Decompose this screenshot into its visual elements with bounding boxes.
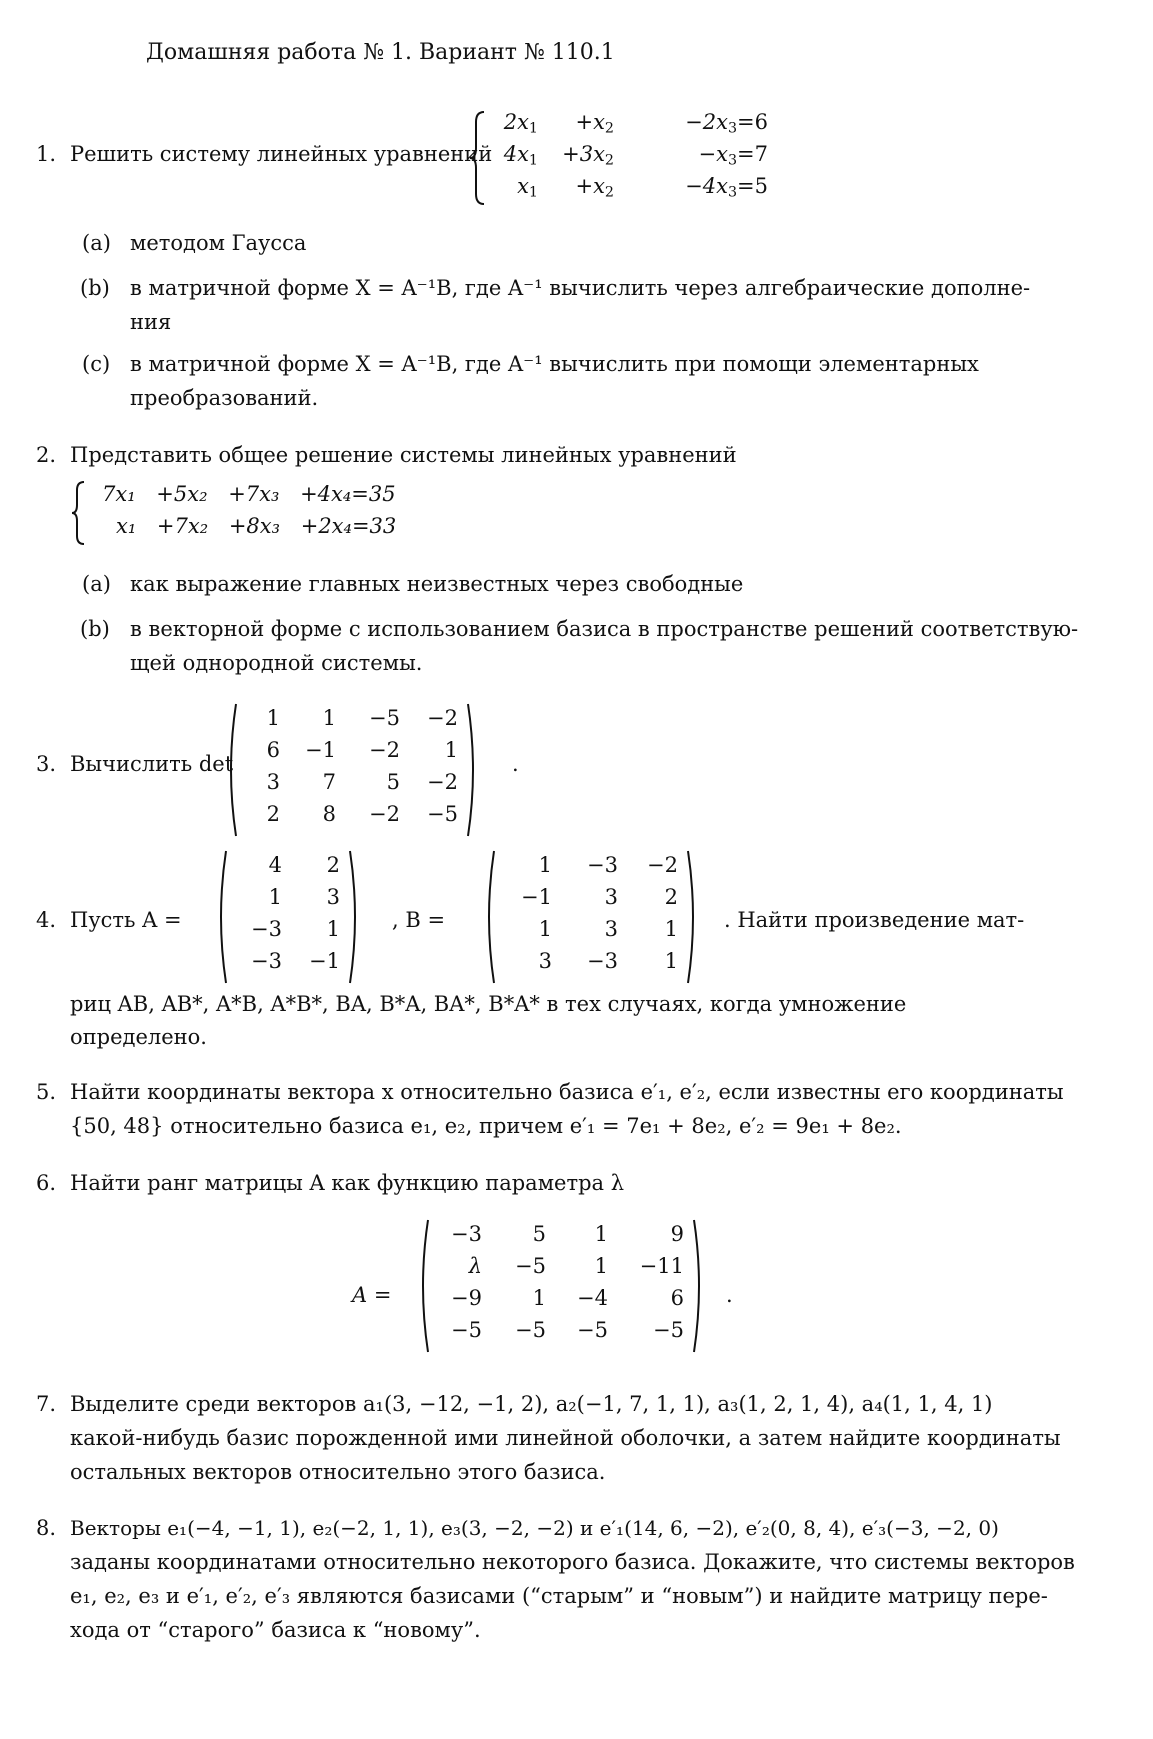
matrix-a-left-paren bbox=[214, 849, 228, 985]
system-1-term: $4x_1$ bbox=[503, 142, 538, 169]
det-matrix-cell: 8 bbox=[322, 802, 336, 826]
rank-matrix-cell: 1 bbox=[594, 1254, 608, 1278]
problem-8-line-4: хода от “старого” базиса к “новому”. bbox=[70, 1618, 481, 1642]
problem-7-line-3: остальных векторов относительно этого базиса. bbox=[70, 1460, 606, 1484]
matrix-b-cell: 1 bbox=[664, 917, 678, 941]
problem-8-line-3: e₁, e₂, e₃ и e′₁, e′₂, e′₃ являются базисами (“старым” и “новым”) и найдите матрицу пере- bbox=[70, 1584, 1048, 1608]
rank-matrix-cell: 5 bbox=[532, 1222, 546, 1246]
det-matrix-cell: 1 bbox=[322, 706, 336, 730]
matrix-a-cell: 1 bbox=[326, 917, 340, 941]
problem-5-number: 5. bbox=[36, 1080, 57, 1104]
matrix-a-cell: 3 bbox=[326, 885, 340, 909]
det-matrix-cell: −1 bbox=[305, 738, 336, 762]
problem-4-text: Пусть A = bbox=[70, 908, 182, 932]
problem-4-line-2: риц AB, AB*, A*B, A*B*, BA, B*A, BA*, B*A* в тех случаях, когда умножение bbox=[70, 992, 907, 1016]
system-2-row-2: x₁ +7x₂ +8x₃ +2x₄=33 bbox=[116, 514, 397, 538]
problem-8-number: 8. bbox=[36, 1516, 57, 1540]
matrix-b-cell: −3 bbox=[587, 853, 618, 877]
system-1-term: $2x_1$ bbox=[503, 110, 538, 137]
problem-5-line-2: {50, 48} относительно базиса e₁, e₂, причем e′₁ = 7e₁ + 8e₂, e′₂ = 9e₁ + 8e₂. bbox=[70, 1114, 902, 1138]
matrix-b-cell: −2 bbox=[647, 853, 678, 877]
problem-1c-text-2: преобразований. bbox=[130, 386, 319, 410]
rank-matrix-cell: −4 bbox=[577, 1286, 608, 1310]
rank-matrix-cell: −5 bbox=[515, 1254, 546, 1278]
rank-matrix-cell: 6 bbox=[670, 1286, 684, 1310]
problem-5-line-1: Найти координаты вектора x относительно базиса e′₁, e′₂, если известны его координаты bbox=[70, 1080, 1064, 1104]
det-matrix-cell: −5 bbox=[427, 802, 458, 826]
rank-matrix-cell: −3 bbox=[451, 1222, 482, 1246]
det-matrix-cell: 2 bbox=[266, 802, 280, 826]
rank-matrix-cell: −5 bbox=[653, 1318, 684, 1342]
det-matrix-cell: 6 bbox=[266, 738, 280, 762]
problem-4-after: . Найти произведение мат- bbox=[724, 908, 1025, 932]
matrix-a-cell: 4 bbox=[268, 853, 282, 877]
problem-7-line-1: Выделите среди векторов a₁(3, −12, −1, 2), a₂(−1, 7, 1, 1), a₃(1, 2, 1, 4), a₄(1, 1, 4, 1) bbox=[70, 1392, 993, 1416]
det-matrix-cell: −2 bbox=[369, 738, 400, 762]
matrix-b-left-paren bbox=[482, 849, 496, 985]
matrix-a-cell: −3 bbox=[251, 949, 282, 973]
system-1-term: $+3x_2$ bbox=[562, 142, 614, 169]
rank-matrix-right-paren bbox=[692, 1218, 706, 1354]
matrix-a-cell: −3 bbox=[251, 917, 282, 941]
det-matrix-cell: 1 bbox=[444, 738, 458, 762]
matrix-a-right-paren bbox=[348, 849, 362, 985]
problem-1-number: 1. bbox=[36, 142, 57, 166]
rank-matrix-cell: 9 bbox=[670, 1222, 684, 1246]
det-matrix-cell: 3 bbox=[266, 770, 280, 794]
matrix-a-cell: −1 bbox=[309, 949, 340, 973]
problem-1b-text: в матричной форме X = A⁻¹B, где A⁻¹ вычислить через алгебраические дополне- bbox=[130, 276, 1031, 300]
matrix-b-cell: 1 bbox=[664, 949, 678, 973]
rank-matrix-cell: −5 bbox=[451, 1318, 482, 1342]
system-1-term: $-2x_3=6$ bbox=[685, 110, 768, 137]
rank-matrix-cell: 1 bbox=[594, 1222, 608, 1246]
det-matrix-cell: −5 bbox=[369, 706, 400, 730]
det-matrix-cell: −2 bbox=[427, 770, 458, 794]
matrix-b-cell: 3 bbox=[604, 885, 618, 909]
problem-1b-label: (b) bbox=[80, 276, 110, 300]
problem-2b-label: (b) bbox=[80, 617, 110, 641]
det-matrix-right-paren bbox=[466, 702, 480, 838]
rank-matrix-cell: −5 bbox=[515, 1318, 546, 1342]
problem-2b-text: в векторной форме с использованием базиса в пространстве решений соответствую- bbox=[130, 617, 1079, 641]
det-matrix-cell: 1 bbox=[266, 706, 280, 730]
problem-4-number: 4. bbox=[36, 908, 57, 932]
matrix-a-cell: 2 bbox=[326, 853, 340, 877]
problem-3-number: 3. bbox=[36, 752, 57, 776]
problem-1-text: Решить систему линейных уравнений bbox=[70, 142, 493, 166]
matrix-b-cell: 3 bbox=[538, 949, 552, 973]
problem-1b-text-2: ния bbox=[130, 310, 172, 334]
problem-6-text: Найти ранг матрицы A как функцию параметра λ bbox=[70, 1171, 625, 1195]
problem-6-number: 6. bbox=[36, 1171, 57, 1195]
matrix-a-cell: 1 bbox=[268, 885, 282, 909]
problem-1c-label: (c) bbox=[82, 352, 111, 376]
system-2-brace bbox=[70, 480, 88, 546]
rank-matrix-left-paren bbox=[416, 1218, 430, 1354]
problem-2-text: Представить общее решение системы линейных уравнений bbox=[70, 443, 737, 467]
rank-matrix-cell: −5 bbox=[577, 1318, 608, 1342]
problem-2b-text-2: щей однородной системы. bbox=[130, 651, 423, 675]
problem-3-text: Вычислить det bbox=[70, 752, 234, 776]
problem-2a-text: как выражение главных неизвестных через свободные bbox=[130, 572, 744, 596]
system-1-term: $+x_2$ bbox=[575, 174, 614, 201]
problem-1a-label: (a) bbox=[82, 231, 111, 255]
problem-1c-text: в матричной форме X = A⁻¹B, где A⁻¹ вычислить при помощи элементарных bbox=[130, 352, 979, 376]
det-matrix-cell: −2 bbox=[427, 706, 458, 730]
rank-matrix-cell: λ bbox=[468, 1254, 482, 1278]
rank-matrix-cell: −9 bbox=[451, 1286, 482, 1310]
det-matrix-cell: −2 bbox=[369, 802, 400, 826]
matrix-b-cell: 1 bbox=[538, 917, 552, 941]
problem-7-line-2: какой-нибудь базис порожденной ими линейной оболочки, а затем найдите координаты bbox=[70, 1426, 1061, 1450]
problem-6-lhs: A = bbox=[352, 1283, 392, 1307]
problem-2a-label: (a) bbox=[82, 572, 111, 596]
system-1-brace bbox=[468, 110, 488, 206]
page-title: Домашняя работа № 1. Вариант № 110.1 bbox=[146, 40, 615, 65]
problem-8-line-2: заданы координатами относительно некоторого базиса. Докажите, что системы векторов bbox=[70, 1550, 1075, 1574]
system-1-term: $x_1$ bbox=[517, 174, 538, 201]
problem-4-line-3: определено. bbox=[70, 1025, 207, 1049]
system-1-term: $-4x_3=5$ bbox=[685, 174, 768, 201]
problem-7-number: 7. bbox=[36, 1392, 57, 1416]
system-1-term: $-x_3=7$ bbox=[698, 142, 768, 169]
matrix-b-cell: 2 bbox=[664, 885, 678, 909]
problem-2-number: 2. bbox=[36, 443, 57, 467]
matrix-b-cell: −1 bbox=[521, 885, 552, 909]
det-matrix-left-paren bbox=[224, 702, 238, 838]
det-matrix-cell: 7 bbox=[322, 770, 336, 794]
det-matrix-cell: 5 bbox=[386, 770, 400, 794]
rank-matrix-cell: 1 bbox=[532, 1286, 546, 1310]
problem-1a-text: методом Гаусса bbox=[130, 231, 307, 255]
problem-3-dot: . bbox=[512, 752, 519, 776]
matrix-b-cell: 3 bbox=[604, 917, 618, 941]
system-2-row-1: 7x₁ +5x₂ +7x₃ +4x₄=35 bbox=[102, 482, 396, 506]
matrix-b-cell: 1 bbox=[538, 853, 552, 877]
problem-6-dot: . bbox=[726, 1283, 733, 1307]
matrix-b-cell: −3 bbox=[587, 949, 618, 973]
rank-matrix-cell: −11 bbox=[639, 1254, 684, 1278]
system-1-term: $+x_2$ bbox=[575, 110, 614, 137]
problem-4-b-label: , B = bbox=[392, 908, 446, 932]
matrix-b-right-paren bbox=[686, 849, 700, 985]
problem-8-line-1: Векторы e₁(−4, −1, 1), e₂(−2, 1, 1), e₃(3, −2, −2) и e′₁(14, 6, −2), e′₂(0, 8, 4), e′₃(−3, −2, 0) bbox=[70, 1516, 999, 1540]
